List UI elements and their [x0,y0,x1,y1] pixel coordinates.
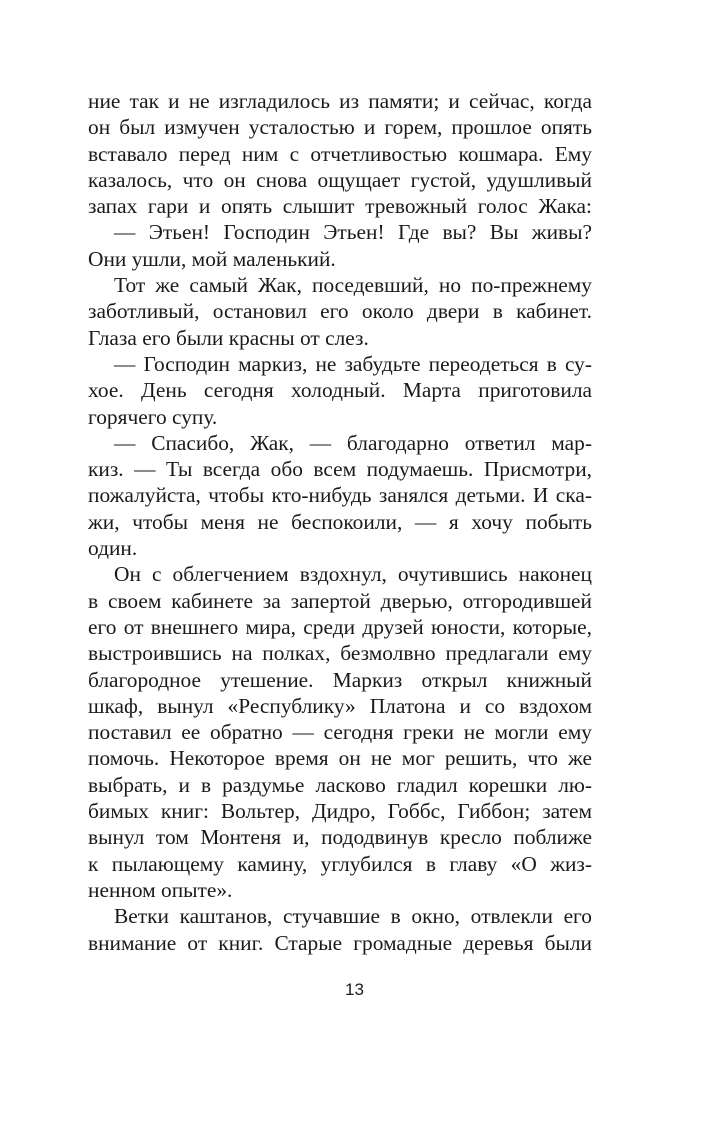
text-line: пожалуйста, чтобы кто-нибудь занялся детьми. И ска- [88,483,592,508]
text-line: вставало перед ним с отчетливостью кошмара. Ему [88,141,592,166]
text-line: выбрать, и в раздумье ласково гладил корешки лю- [88,772,592,797]
text-line: его от внешнего мира, среди друзей юности, которые, [88,614,592,639]
text-line: благородное утешение. Маркиз открыл книжный [88,667,592,692]
text-line: внимание от книг. Старые громадные деревья были [88,930,592,955]
text-line: вынул том Монтеня и, пододвинув кресло поближе [88,825,592,850]
text-line: шкаф, вынул «Республику» Платона и со вздохом [88,693,592,718]
text-line: помочь. Некоторое время он не мог решить, что же [88,746,592,771]
text-line: бимых книг: Вольтер, Дидро, Гоббс, Гиббон; затем [88,799,592,824]
text-line: казалось, что он снова ощущает густой, удушливый [88,167,592,192]
text-line: хое. День сегодня холодный. Марта приготовила [88,378,592,403]
text-line: горячего супу. [88,404,218,429]
text-line: заботливый, остановил его около двери в кабинет. [88,299,592,324]
text-line: Ветки каштанов, стучавшие в окно, отвлекли его [114,904,592,929]
text-line: — Спасибо, Жак, — благодарно ответил мар- [114,430,592,455]
text-line: выстроившись на полках, безмолвно предлагали ему [88,641,592,666]
text-line: он был измучен усталостью и горем, прошлое опять [88,115,592,140]
text-line: киз. — Ты всегда обо всем подумаешь. Присмотри, [88,457,592,482]
text-line: один. [88,536,138,561]
text-line: — Господин маркиз, не забудьте переодеться в су- [114,351,592,376]
book-page-text [88,88,592,956]
page-number: 13 [345,980,364,999]
text-line: Тот же самый Жак, поседевший, но по-прежнему [114,273,592,298]
text-line: запах гари и опять слышит тревожный голос Жака: [88,194,592,219]
text-line: ненном опыте». [88,877,233,902]
text-line: ние так и не изгладилось из памяти; и сейчас, когда [88,89,592,113]
text-line: к пылающему камину, углубился в главу «О жиз- [88,851,592,876]
text-line: Он с облегчением вздохнул, очутившись наконец [114,562,592,587]
text-line: поставил ее обратно — сегодня греки не могли ему [88,720,592,745]
text-line: Они ушли, мой маленький. [88,246,336,271]
text-line: жи, чтобы меня не беспокоили, — я хочу побыть [88,509,592,534]
text-line: — Этьен! Господин Этьен! Где вы? Вы живы? [114,220,592,245]
text-line: Глаза его были красны от слез. [88,325,369,350]
text-line: в своем кабинете за запертой дверью, отгородившей [88,588,592,613]
